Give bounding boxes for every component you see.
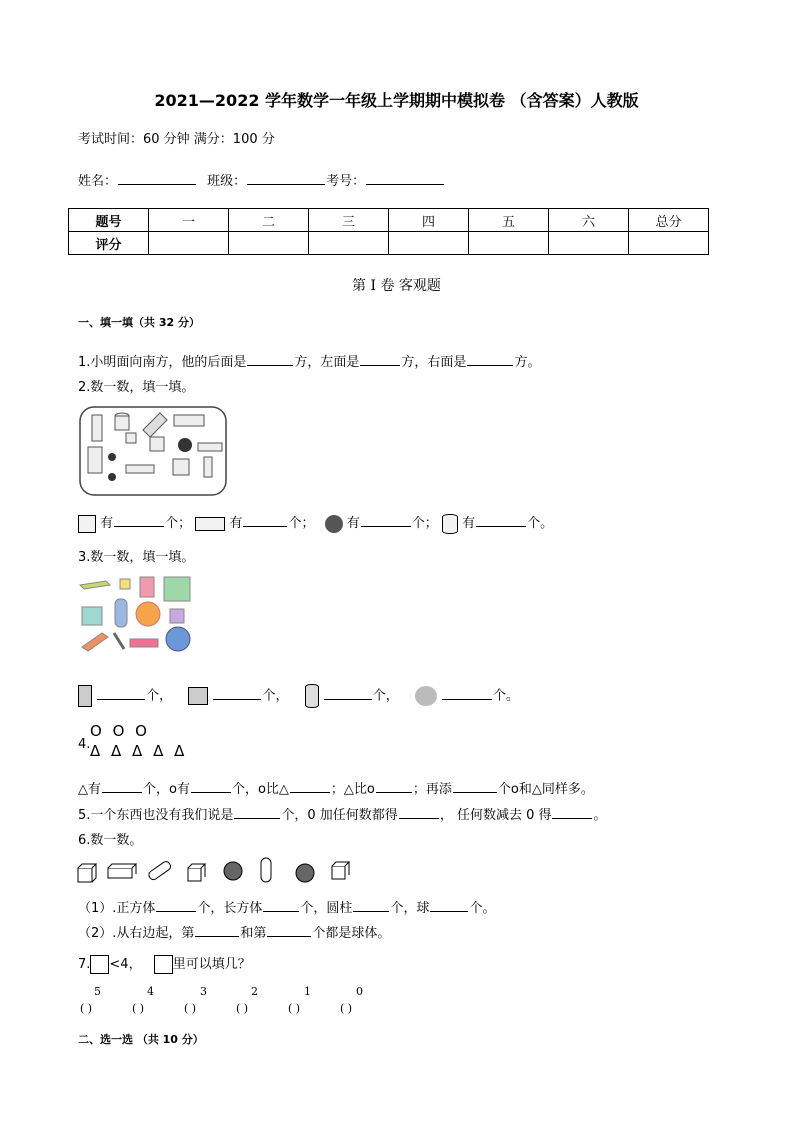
q2-sep: 个；	[165, 516, 192, 531]
score-cell[interactable]	[309, 232, 389, 255]
q5-blank-2[interactable]	[399, 805, 439, 819]
q1-blank-2[interactable]	[360, 352, 400, 366]
q7-number: 7.	[78, 957, 91, 972]
sphere-gray-icon	[415, 686, 437, 706]
q1-text: 方，右面是	[401, 355, 467, 370]
q3-blank-4[interactable]	[442, 686, 492, 700]
score-table-score-row	[69, 232, 709, 255]
q4-circles: O O O	[90, 722, 150, 740]
name-blank[interactable]	[118, 171, 196, 185]
q4-blank-2[interactable]	[191, 779, 231, 793]
q6-blank-cube[interactable]	[156, 898, 196, 912]
page-title: 2021—2022 学年数学一年级上学期期中模拟卷 （含答案）人教版	[154, 91, 639, 110]
q2-has-text: 有	[462, 516, 476, 531]
q6-blank-sphere[interactable]	[430, 898, 468, 912]
q2-blank-cube[interactable]	[114, 513, 164, 527]
score-table	[68, 208, 709, 255]
section2-title: 二、选一选 （共 10 分）	[78, 1033, 204, 1046]
q6-text: （2）.从右边起，第	[78, 926, 195, 941]
q2-has-text: 有	[346, 516, 360, 531]
q3-answer-line	[78, 684, 519, 708]
q4-blank-1[interactable]	[102, 779, 142, 793]
q7-paren[interactable]: ( )	[236, 1002, 249, 1015]
q4-blank-5[interactable]	[453, 779, 497, 793]
question-7	[78, 953, 251, 974]
q3-blank-1[interactable]	[97, 686, 145, 700]
q1-blank-1[interactable]	[247, 352, 293, 366]
q7-option: 3	[200, 985, 207, 998]
q6-blank-cylinder[interactable]	[353, 898, 389, 912]
q3-sep: 个，	[262, 688, 289, 704]
class-label: 班级：	[207, 174, 247, 189]
q2-blank-cuboid[interactable]	[243, 513, 287, 527]
number-blank[interactable]	[366, 171, 444, 185]
q3-end: 个。	[493, 688, 520, 704]
q7-paren[interactable]: ( )	[288, 1002, 301, 1015]
q2-sep: 个；	[411, 516, 438, 531]
q6-text: 和第	[240, 926, 267, 941]
cylinder-icon	[442, 514, 458, 534]
q7-box-1[interactable]	[90, 955, 109, 974]
q7-paren[interactable]: ( )	[340, 1002, 353, 1015]
q7-option: 0	[356, 985, 363, 998]
q4-text: △有	[78, 782, 101, 797]
q6-sub1	[78, 897, 495, 916]
exam-info: 考试时间：60 分钟 满分：100 分	[78, 132, 275, 147]
q2-has-text: 有	[229, 516, 243, 531]
score-cell[interactable]	[549, 232, 629, 255]
q1-blank-3[interactable]	[467, 352, 513, 366]
cylinder-gray-icon	[305, 684, 319, 708]
q4-answer-line	[78, 778, 594, 797]
q7-option: 5	[94, 985, 101, 998]
class-blank[interactable]	[247, 171, 325, 185]
q2-blank-sphere[interactable]	[361, 513, 411, 527]
q2-has-text: 有	[100, 516, 114, 531]
q4-number: 4.	[78, 737, 91, 752]
q7-paren[interactable]: ( )	[184, 1002, 197, 1015]
q6-text: 个，球	[390, 901, 430, 916]
q4-text: 个o和△同样多。	[497, 782, 594, 797]
q7-text: 里可以填几？	[172, 957, 251, 972]
q4-text: ；再添	[412, 782, 452, 797]
q2-answer-line	[78, 512, 553, 534]
part1-title: 第 I 卷 客观题	[352, 278, 441, 294]
score-header-cell: 四	[389, 209, 469, 232]
q5-text: ， 任何数减去 0 得	[439, 808, 552, 823]
score-header-cell: 一	[149, 209, 229, 232]
q5-text: 5.一个东西也没有我们说是	[78, 808, 234, 823]
q7-option: 1	[304, 985, 311, 998]
q6-shapes-row	[76, 856, 356, 886]
question-5	[78, 804, 607, 823]
name-label: 姓名：	[78, 174, 118, 189]
score-header-cell: 三	[309, 209, 389, 232]
q4-blank-4[interactable]	[376, 779, 412, 793]
score-header-cell: 六	[549, 209, 629, 232]
q6-blank-pos-2[interactable]	[267, 923, 311, 937]
q7-option-numbers	[94, 985, 396, 998]
score-header-cell: 总分	[629, 209, 709, 232]
q7-paren-row	[80, 1002, 392, 1015]
q6-blank-pos-1[interactable]	[195, 923, 239, 937]
q3-blank-3[interactable]	[324, 686, 372, 700]
q7-paren[interactable]: ( )	[80, 1002, 93, 1015]
q3-sep: 个，	[146, 688, 173, 704]
q6-label: 6.数一数。	[78, 833, 143, 848]
q6-text: 个，长方体	[197, 901, 263, 916]
q3-label: 3.数一数，填一填。	[78, 550, 195, 565]
q4-text: 个，o有	[143, 782, 190, 797]
score-cell[interactable]	[149, 232, 229, 255]
sphere-icon	[325, 515, 343, 533]
score-header-cell: 五	[469, 209, 549, 232]
score-cell[interactable]	[229, 232, 309, 255]
q6-text: 个，圆柱	[300, 901, 353, 916]
q5-text: 。	[593, 808, 607, 823]
score-cell[interactable]	[469, 232, 549, 255]
section1-title: 一、填一填（共 32 分）	[78, 316, 200, 329]
q4-blank-3[interactable]	[290, 779, 330, 793]
cuboid-gray-icon	[78, 685, 92, 707]
q6-text: 个。	[469, 901, 496, 916]
q5-blank-3[interactable]	[552, 805, 592, 819]
q7-option: 4	[147, 985, 154, 998]
q5-text: 个，0 加任何数都得	[281, 808, 398, 823]
q6-sub2	[78, 922, 390, 941]
student-info-line	[78, 170, 445, 189]
q5-blank-1[interactable]	[234, 805, 280, 819]
q1-text: 1.小明面向南方，他的后面是	[78, 355, 247, 370]
q4-text: ；△比o	[330, 782, 375, 797]
score-header-cell: 二	[229, 209, 309, 232]
q6-text: 个都是球体。	[312, 926, 391, 941]
q7-option: 2	[251, 985, 258, 998]
q3-blank-2[interactable]	[213, 686, 261, 700]
q2-blank-cylinder[interactable]	[476, 513, 526, 527]
q7-paren[interactable]: ( )	[132, 1002, 145, 1015]
q6-blank-cuboid[interactable]	[263, 898, 299, 912]
q2-shapes-picture	[78, 405, 228, 497]
q4-triangles: Δ Δ Δ Δ Δ	[90, 742, 188, 760]
q2-label: 2.数一数，填一填。	[78, 380, 195, 395]
q2-sep: 个；	[288, 516, 315, 531]
score-table-header-row	[69, 209, 709, 232]
q1-text: 方，左面是	[294, 355, 360, 370]
cube-gray-icon	[188, 687, 208, 705]
q4-text: 个，o比△	[231, 782, 289, 797]
score-cell[interactable]	[629, 232, 709, 255]
q3-colored-shapes-picture	[78, 575, 198, 655]
question-1	[78, 351, 540, 370]
score-row-label: 评分	[69, 232, 149, 255]
score-cell[interactable]	[389, 232, 469, 255]
q3-sep: 个，	[372, 688, 399, 704]
cube-icon	[78, 515, 96, 533]
q2-end: 个。	[527, 516, 554, 531]
q1-text: 方。	[514, 355, 541, 370]
q6-text: （1）.正方体	[78, 901, 156, 916]
cuboid-icon	[195, 517, 225, 531]
number-label: 考号：	[326, 174, 366, 189]
score-header-cell: 题号	[69, 209, 149, 232]
q7-box-2[interactable]	[154, 955, 173, 974]
q7-text: <4，	[109, 957, 142, 972]
